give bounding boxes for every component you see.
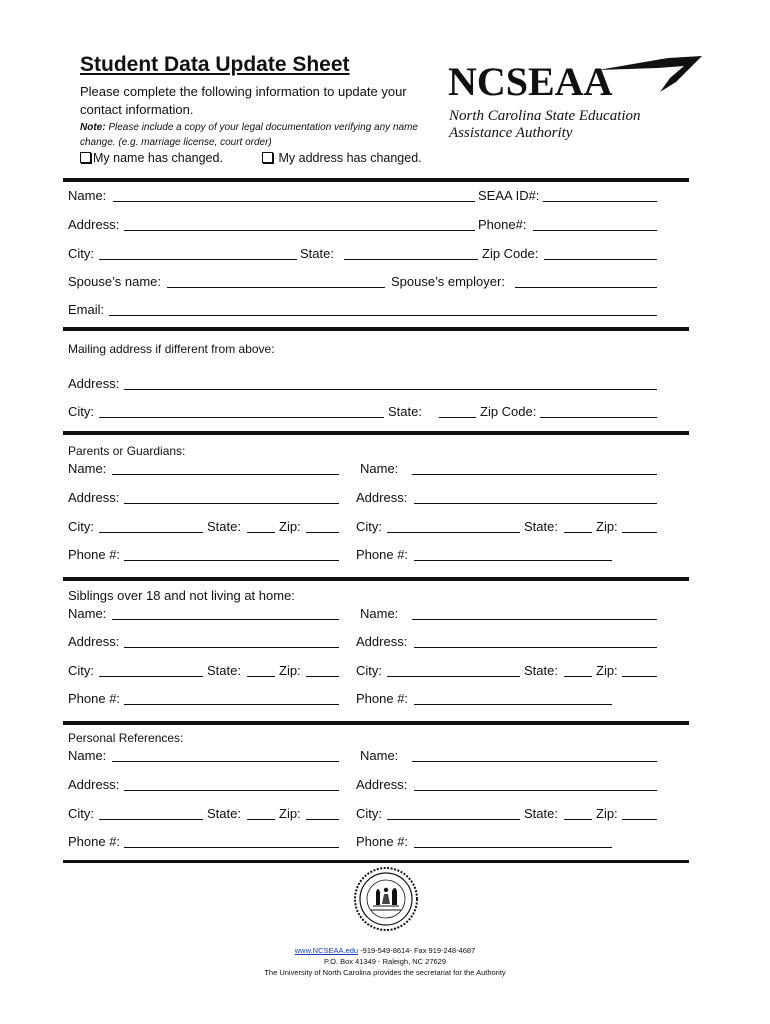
divider [63, 577, 689, 581]
logo-swoosh-icon [598, 52, 704, 98]
parent2-zip-field[interactable] [622, 532, 657, 533]
email-field[interactable] [109, 315, 657, 316]
mailing-zip-label: Zip Code: [480, 404, 537, 419]
page-title: Student Data Update Sheet [80, 53, 350, 76]
mailing-zip-field[interactable] [540, 417, 657, 418]
phone-label: Phone#: [478, 217, 527, 232]
divider [63, 431, 689, 435]
reference2-address-field[interactable] [414, 790, 657, 791]
reference1-city-field[interactable] [99, 819, 203, 820]
checkbox-icon[interactable] [80, 152, 91, 163]
parent2-state-label: State: [524, 519, 558, 534]
parent2-zip-label: Zip: [596, 519, 618, 534]
seaa-id-field[interactable] [543, 201, 657, 202]
parent1-zip-field[interactable] [306, 532, 339, 533]
mailing-city-field[interactable] [99, 417, 384, 418]
sibling1-address-label: Address: [68, 634, 120, 649]
sibling2-name-label: Name: [360, 606, 399, 621]
parent2-state-field[interactable] [564, 532, 592, 533]
sibling2-state-label: State: [524, 663, 558, 678]
reference2-phone-label: Phone #: [356, 834, 409, 849]
logo-wordmark: NCSEAA [448, 59, 613, 104]
name-field[interactable] [113, 201, 475, 202]
sibling2-city-label: City: [356, 663, 382, 678]
reference2-state-label: State: [524, 806, 558, 821]
footer-address: P.O. Box 41349 - Raleigh, NC 27629 [323, 957, 447, 966]
spouse-name-field[interactable] [167, 287, 385, 288]
parent1-phone-label: Phone #: [68, 547, 121, 562]
reference2-zip-field[interactable] [622, 819, 657, 820]
spouse-employer-field[interactable] [515, 287, 657, 288]
sibling2-state-field[interactable] [564, 676, 592, 677]
sibling2-address-field[interactable] [414, 647, 657, 648]
footer-contact [0, 945, 770, 956]
reference1-state-field[interactable] [247, 819, 275, 820]
parent2-phone-label: Phone #: [356, 547, 409, 562]
sibling2-zip-label: Zip: [596, 663, 618, 678]
references-heading: Personal References: [68, 731, 184, 745]
name-changed-checkbox[interactable] [80, 151, 223, 165]
name-label: Name: [68, 188, 107, 203]
address-label: Address: [68, 217, 120, 232]
sibling1-name-field[interactable] [112, 619, 339, 620]
website-link[interactable]: www.NCSEAA.edu [294, 946, 359, 955]
mailing-state-field[interactable] [439, 417, 476, 418]
sibling1-state-field[interactable] [247, 676, 275, 677]
seaa-id-label: SEAA ID#: [478, 188, 540, 203]
reference1-zip-field[interactable] [306, 819, 339, 820]
parent1-name-field[interactable] [112, 474, 339, 475]
address-changed-label: My address has changed. [278, 151, 422, 165]
divider [63, 860, 689, 863]
email-label: Email: [68, 302, 105, 317]
reference2-address-label: Address: [356, 777, 408, 792]
spouse-name-label: Spouse’s name: [68, 274, 161, 289]
mailing-heading: Mailing address if different from above: [68, 342, 275, 356]
checkbox-icon[interactable] [262, 152, 273, 163]
sibling2-name-field[interactable] [412, 619, 657, 620]
mailing-state-label: State: [388, 404, 422, 419]
parent1-phone-field[interactable] [124, 560, 339, 561]
note-body: Please include a copy of your legal documentation verifying any name change. (e.g. marriage license, court order) [80, 122, 418, 148]
parent1-state-label: State: [207, 519, 241, 534]
logo-subtitle-line2: Assistance Authority [449, 125, 573, 141]
sibling1-zip-field[interactable] [306, 676, 339, 677]
reference1-phone-label: Phone #: [68, 834, 121, 849]
sibling1-zip-label: Zip: [279, 663, 301, 678]
sibling1-name-label: Name: [68, 606, 107, 621]
sibling1-phone-field[interactable] [124, 704, 339, 705]
zip-label: Zip Code: [482, 246, 539, 261]
state-seal-icon [353, 866, 419, 932]
parent2-city-field[interactable] [387, 532, 520, 533]
parent2-city-label: City: [356, 519, 382, 534]
sibling1-city-field[interactable] [99, 676, 203, 677]
reference2-state-field[interactable] [564, 819, 592, 820]
ncseaa-logo [448, 50, 706, 148]
reference1-zip-label: Zip: [279, 806, 301, 821]
intro-text: Please complete the following information to update your contact information. [80, 84, 407, 117]
sibling2-address-label: Address: [356, 634, 408, 649]
parent2-name-label: Name: [360, 461, 399, 476]
parent1-city-field[interactable] [99, 532, 203, 533]
sibling2-zip-field[interactable] [622, 676, 657, 677]
parent1-name-label: Name: [68, 461, 107, 476]
reference1-name-label: Name: [68, 748, 107, 763]
reference1-address-label: Address: [68, 777, 120, 792]
reference1-phone-field[interactable] [124, 847, 339, 848]
logo-subtitle [449, 108, 641, 142]
reference2-city-field[interactable] [387, 819, 520, 820]
address-field[interactable] [124, 230, 475, 231]
sibling2-city-field[interactable] [387, 676, 520, 677]
state-label: State: [300, 246, 334, 261]
sibling1-phone-label: Phone #: [68, 691, 121, 706]
reference2-name-label: Name: [360, 748, 399, 763]
address-changed-checkbox[interactable] [262, 151, 422, 165]
parent2-phone-field[interactable] [414, 560, 612, 561]
parents-heading: Parents or Guardians: [68, 444, 186, 458]
name-changed-label: My name has changed. [93, 151, 223, 165]
note-text [80, 120, 450, 150]
reference2-zip-label: Zip: [596, 806, 618, 821]
mailing-address-label: Address: [68, 376, 120, 391]
sibling1-state-label: State: [207, 663, 241, 678]
zip-field[interactable] [544, 259, 657, 260]
mailing-city-label: City: [68, 404, 94, 419]
reference1-name-field[interactable] [112, 761, 339, 762]
parent1-state-field[interactable] [247, 532, 275, 533]
city-field[interactable] [99, 259, 297, 260]
reference1-address-field[interactable] [124, 790, 339, 791]
footer-secretariat: The University of North Carolina provides the secretariat for the Authority [264, 968, 506, 977]
sibling2-phone-label: Phone #: [356, 691, 409, 706]
siblings-heading: Siblings over 18 and not living at home: [68, 588, 295, 603]
state-field[interactable] [344, 259, 478, 260]
reference1-state-label: State: [207, 806, 241, 821]
city-label: City: [68, 246, 94, 261]
reference2-city-label: City: [356, 806, 382, 821]
parent2-address-field[interactable] [414, 503, 657, 504]
sibling1-address-field[interactable] [124, 647, 339, 648]
parent1-city-label: City: [68, 519, 94, 534]
sibling1-city-label: City: [68, 663, 94, 678]
reference1-city-label: City: [68, 806, 94, 821]
parent1-address-field[interactable] [124, 503, 339, 504]
sibling2-phone-field[interactable] [414, 704, 612, 705]
parent2-address-label: Address: [356, 490, 408, 505]
reference2-name-field[interactable] [412, 761, 657, 762]
footer-phones: -919-549-8614- Fax 919-248-4687 [358, 946, 476, 955]
parent1-address-label: Address: [68, 490, 120, 505]
spouse-employer-label: Spouse’s employer: [391, 274, 505, 289]
reference2-phone-field[interactable] [414, 847, 612, 848]
logo-subtitle-line1: North Carolina State Education [449, 108, 641, 124]
divider [63, 327, 689, 331]
parent2-name-field[interactable] [412, 474, 657, 475]
note-label: Note: [80, 122, 106, 133]
divider [63, 178, 689, 182]
phone-field[interactable] [533, 230, 657, 231]
mailing-address-field[interactable] [124, 389, 657, 390]
divider [63, 721, 689, 725]
parent1-zip-label: Zip: [279, 519, 301, 534]
